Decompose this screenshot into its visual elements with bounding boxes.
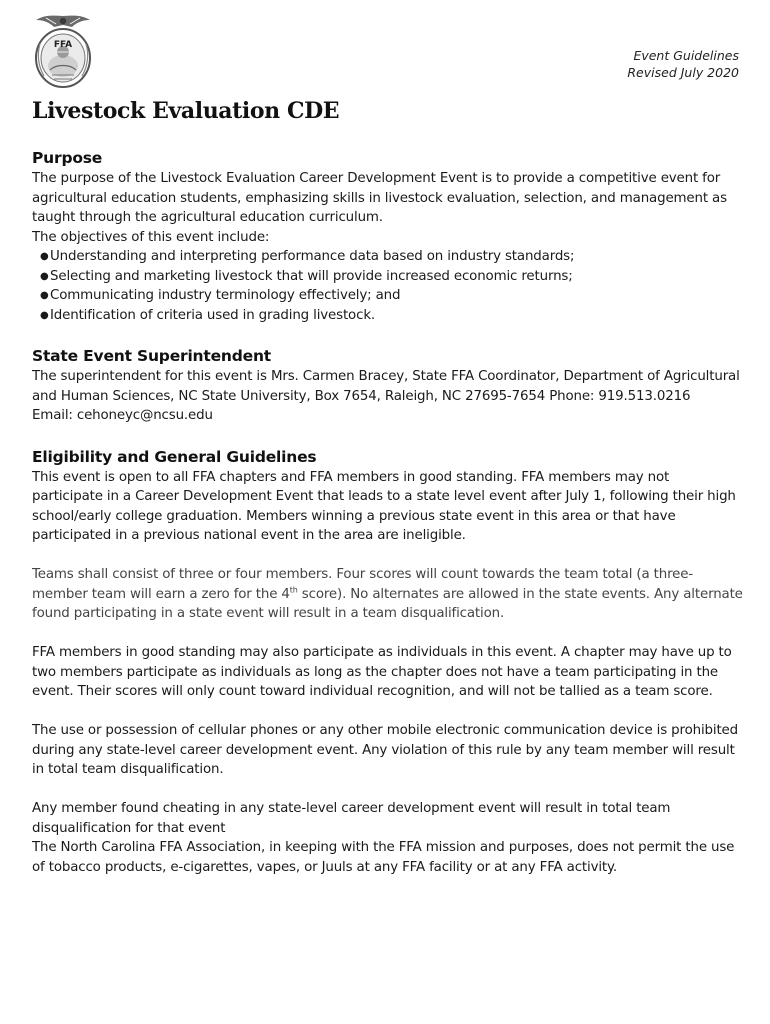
document-body (32, 148, 744, 877)
objectives-intro: The objectives of this event include: (32, 229, 270, 245)
page-title: Livestock Evaluation CDE (32, 98, 340, 124)
list-item: ● Communicating industry terminology effectively; and (40, 286, 744, 306)
eligibility-paragraph-5: Any member found cheating in any state-level career development event will result in total team disqualification for that event (32, 801, 671, 836)
logo-lettering: FFA (53, 40, 73, 50)
eligibility-paragraph-2 (32, 565, 744, 624)
header-line-guidelines: Event Guidelines (633, 48, 739, 63)
ffa-emblem-logo (32, 14, 94, 90)
eligibility-paragraph-6: The North Carolina FFA Association, in keeping with the FFA mission and purposes, does not permit the use of tobacco products, e-cigarettes, vapes, or Juuls at any FFA facility or at any FFA activity. (32, 840, 735, 875)
eligibility-section (32, 447, 744, 878)
eligibility-paragraph-4: The use or possession of cellular phones or any other mobile electronic communication device is prohibited during any state-level career development event. Any violation of this rule by any team member will result in total team disqualification. (32, 723, 738, 777)
superintendent-text: The superintendent for this event is Mrs. Carmen Bracey, State FFA Coordinator, Department of Agricultural and Human Sciences, NC State University, Box 7654, Raleigh, NC 27695-7654 Phone: 919.513.0216 (32, 369, 740, 404)
teams-text-a: Teams shall consist of three or four members. Four scores will count towards the team total (a three-member team will earn a zero for the 4 (32, 567, 694, 602)
objectives-list (32, 247, 744, 325)
list-item: ● Selecting and marketing livestock that will provide increased economic returns; (40, 267, 744, 287)
list-item: ● Understanding and interpreting performance data based on industry standards; (40, 247, 744, 267)
superintendent-section (32, 346, 744, 426)
teams-text-b: score). No alternates are allowed in the state events. Any alternate found participating in a state event will result in a team disqualification. (32, 586, 743, 621)
header-line-revised: Revised July 2020 (627, 65, 739, 80)
superintendent-heading: State Event Superintendent (32, 347, 272, 365)
purpose-heading: Purpose (32, 149, 103, 167)
ordinal-suffix: th (289, 585, 298, 595)
eligibility-paragraph-3: FFA members in good standing may also participate as individuals in this event. A chapter may have up to two members participate as individuals as long as the chapter does not have a team participating in the event. Their scores will only count toward individual recognition, and will not be tallied as a team score. (32, 645, 732, 699)
list-item: ● Identification of criteria used in grading livestock. (40, 306, 744, 326)
eligibility-heading: Eligibility and General Guidelines (32, 447, 317, 466)
eligibility-paragraph-1: This event is open to all FFA chapters and FFA members in good standing. FFA members may not participate in a Career Development Event that leads to a state level event after July 1, following their high school/early college graduation. Members winning a previous state event in this area or that have participated in a previous national event in the area are ineligible. (32, 469, 736, 543)
purpose-text: The purpose of the Livestock Evaluation Career Development Event is to provide a competitive event for agricultural education students, emphasizing skills in livestock evaluation, selection, and management as taught through the agricultural education curriculum. (32, 171, 727, 225)
superintendent-email: Email: cehoneyc@ncsu.edu (32, 408, 213, 423)
header-info (627, 47, 739, 81)
purpose-section (32, 148, 744, 325)
